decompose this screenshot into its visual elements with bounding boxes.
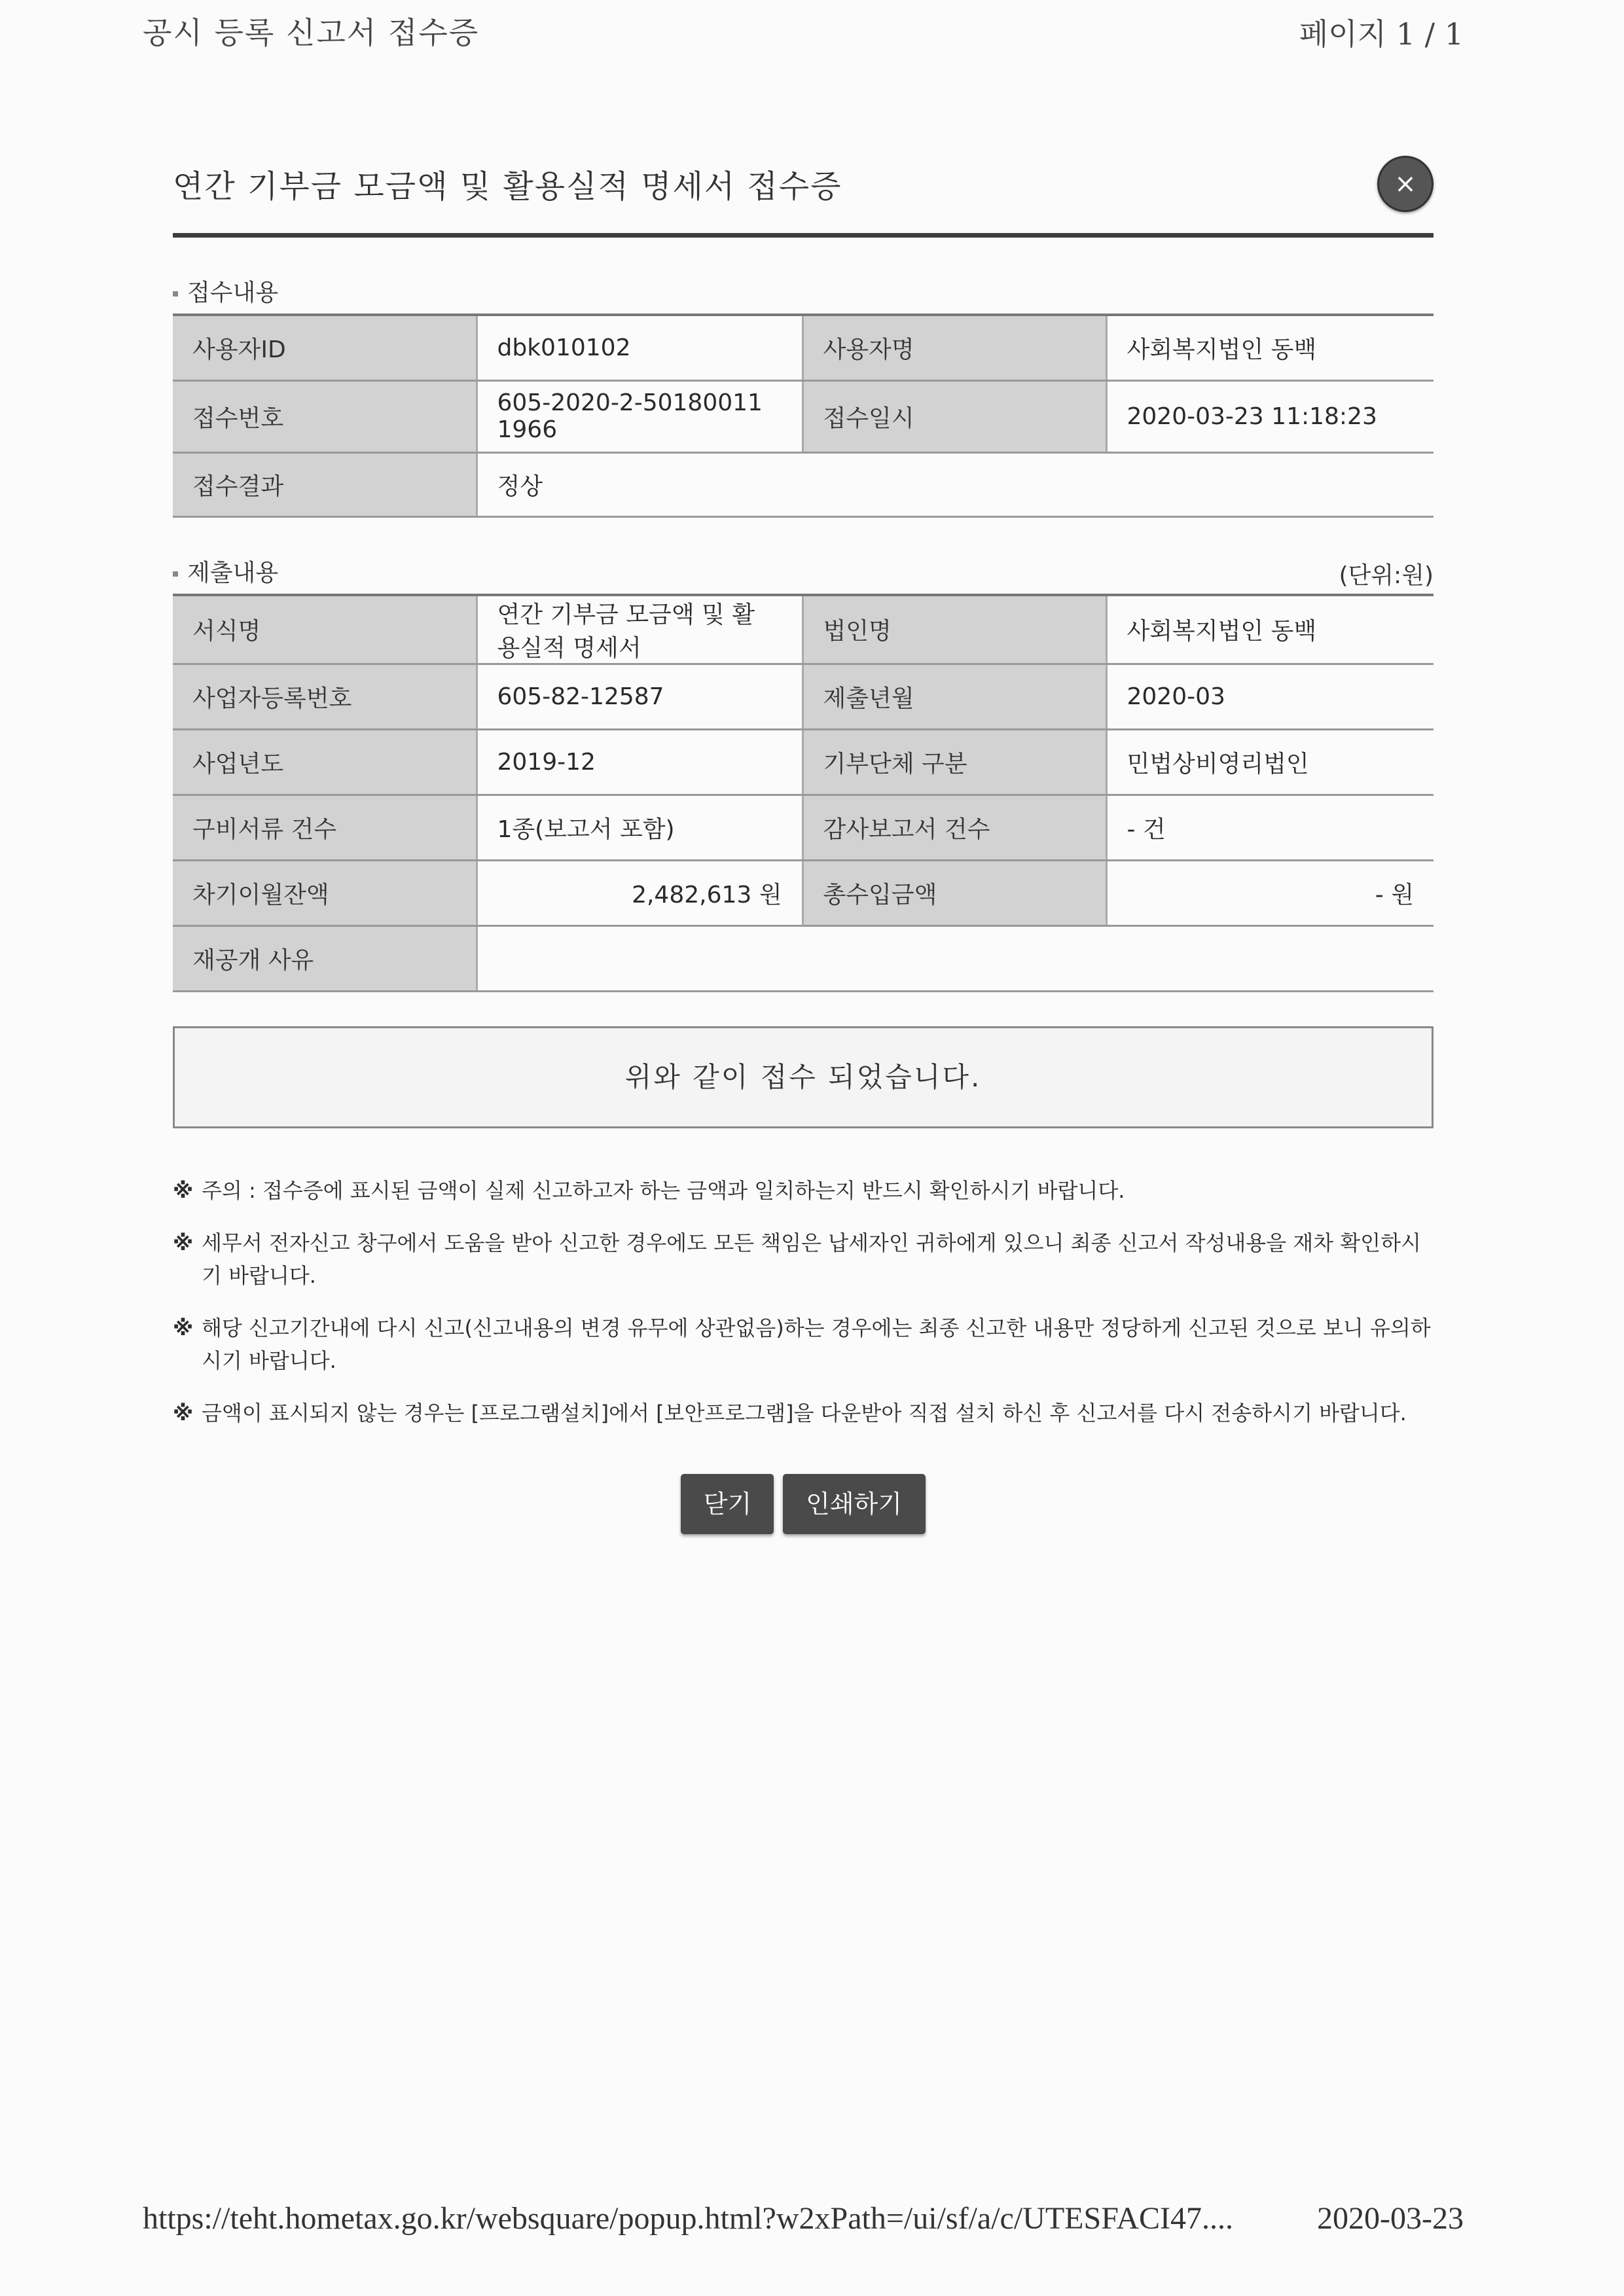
form-name-line2: 용실적 명세서 [497,634,641,662]
note-text: 주의 : 접수증에 표시된 금액이 실제 신고하고자 하는 금액과 일치하는지 반드시 확인하시기 바랍니다. [202,1178,1125,1203]
table-row [173,315,1434,380]
receipt-datetime-label: 접수일시 [803,380,1106,452]
biz-year-value: 2019-12 [477,730,803,795]
form-name-label: 서식명 [173,595,477,664]
form-name-value [477,595,803,664]
receipt-no-line2: 1966 [497,416,558,443]
note-mark: ※ [173,1230,194,1255]
receipt-table [173,314,1434,518]
note-item [173,1397,1434,1429]
receipt-popup [173,151,1434,1539]
table-row [173,926,1434,992]
donee-type-label: 기부단체 구분 [803,730,1106,795]
button-row [173,1474,1434,1539]
receipt-section-title [173,274,1434,314]
table-row [173,795,1434,861]
biz-reg-no-value: 605-82-12587 [477,664,803,730]
result-value: 정상 [477,452,1434,516]
user-id-value: dbk010102 [477,315,803,380]
corp-name-label: 법인명 [803,595,1106,664]
note-mark: ※ [173,1316,194,1340]
audit-count-label: 감사보고서 건수 [803,795,1106,861]
note-text: 금액이 표시되지 않는 경우는 [프로그램설치]에서 [보안프로그램]을 다운받아 직접 설치 하신 후 신고서를 다시 전송하시기 바랍니다. [202,1401,1407,1426]
carryover-label: 차기이월잔액 [173,861,477,926]
submission-table [173,594,1434,993]
corp-name-value: 사회복지법인 동백 [1106,595,1434,664]
unit-label: (단위:원) [1339,562,1434,589]
note-item [173,1312,1434,1377]
print-footer-url: https://teht.hometax.go.kr/websquare/popup.html?w2xPath=/ui/sf/a/c/UTESFACI47.... [143,2201,1233,2236]
submission-section-title [173,554,1434,594]
table-row [173,730,1434,795]
print-header-title: 공시 등록 신고서 접수증 [143,15,480,50]
user-name-value: 사회복지법인 동백 [1106,315,1434,380]
total-income-value: - 원 [1106,861,1434,926]
table-row [173,380,1434,452]
bullet-icon [173,291,178,296]
receipt-notice: 위와 같이 접수 되었습니다. [173,1026,1434,1128]
form-name-line1: 연간 기부금 모금액 및 활 [497,601,755,628]
biz-year-label: 사업년도 [173,730,477,795]
receipt-datetime-value: 2020-03-23 11:18:23 [1106,380,1434,452]
donee-type-value: 민법상비영리법인 [1106,730,1434,795]
docs-count-label: 구비서류 건수 [173,795,477,861]
note-item [173,1174,1434,1207]
popup-header [173,151,1434,238]
note-text: 해당 신고기간내에 다시 신고(신고내용의 변경 유무에 상관없음)하는 경우에는 최종 신고한 내용만 정당하게 신고된 것으로 보니 유의하시기 바랍니다. [202,1316,1431,1373]
submit-month-value: 2020-03 [1106,664,1434,730]
submission-section-label: 제출내용 [187,559,279,586]
bullet-icon [173,571,178,577]
biz-reg-no-label: 사업자등록번호 [173,664,477,730]
receipt-section-label: 접수내용 [187,279,279,306]
print-page-number: 페이지 1 / 1 [1299,16,1464,52]
notes-list [173,1174,1434,1429]
carryover-value: 2,482,613 원 [477,861,803,926]
republish-label: 재공개 사유 [173,926,477,992]
total-income-label: 총수입금액 [803,861,1106,926]
close-button[interactable]: 닫기 [681,1474,774,1534]
user-id-label: 사용자ID [173,315,477,380]
docs-count-value: 1종(보고서 포함) [477,795,803,861]
audit-count-value: - 건 [1106,795,1434,861]
submit-month-label: 제출년월 [803,664,1106,730]
note-item [173,1227,1434,1292]
table-row [173,664,1434,730]
result-label: 접수결과 [173,452,477,516]
receipt-no-label: 접수번호 [173,380,477,452]
close-icon[interactable]: × [1377,156,1434,212]
receipt-no-line1: 605-2020-2-50180011 [497,389,763,416]
table-row [173,595,1434,664]
note-mark: ※ [173,1401,194,1426]
note-mark: ※ [173,1178,194,1203]
popup-title: 연간 기부금 모금액 및 활용실적 명세서 접수증 [173,168,842,205]
republish-value [477,926,1434,992]
table-row [173,452,1434,516]
print-button[interactable]: 인쇄하기 [783,1474,926,1534]
table-row [173,861,1434,926]
user-name-label: 사용자명 [803,315,1106,380]
receipt-no-value [477,380,803,452]
print-footer-date: 2020-03-23 [1317,2201,1464,2236]
note-text: 세무서 전자신고 창구에서 도움을 받아 신고한 경우에도 모든 책임은 납세자인 귀하에게 있으니 최종 신고서 작성내용을 재차 확인하시기 바랍니다. [202,1230,1421,1288]
